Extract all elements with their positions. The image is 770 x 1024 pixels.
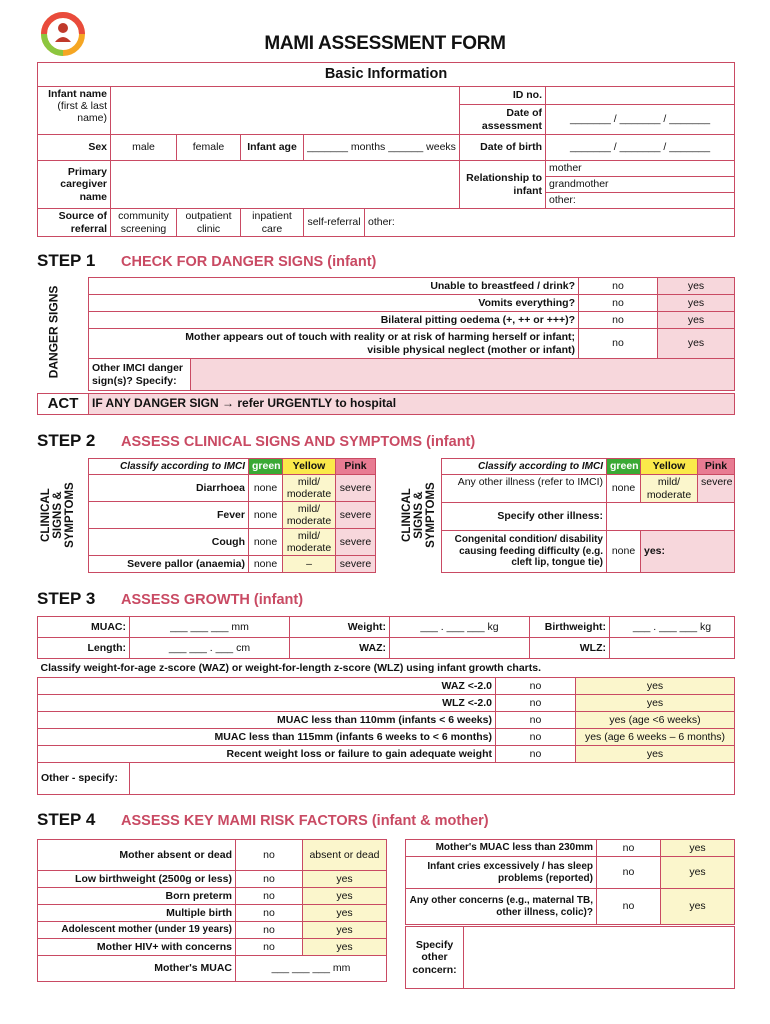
danger-yes[interactable]: yes (658, 278, 735, 295)
clinical-signs-side-label-left: CLINICAL SIGNS & SYMPTOMS (39, 482, 77, 548)
pink-header: Pink (698, 459, 735, 475)
risk-q: Multiple birth (38, 905, 236, 922)
birthweight-label: Birthweight: (530, 617, 610, 638)
risk-no[interactable]: no (236, 888, 303, 905)
risk-no[interactable]: no (236, 922, 303, 939)
risk-q: Mother HIV+ with concerns (38, 939, 236, 956)
growth-other-table (37, 762, 735, 795)
growth-no[interactable]: no (496, 746, 576, 763)
risk-q: Adolescent mother (under 19 years) (38, 922, 236, 939)
other-imci-field[interactable] (191, 359, 735, 391)
date-birth-field[interactable]: _______ / _______ / _______ (546, 135, 735, 161)
source-outpatient-option[interactable]: outpatient clinic (177, 209, 241, 237)
mothers-muac-field[interactable]: ___ ___ ___ mm (236, 956, 387, 982)
caregiver-field[interactable] (111, 161, 460, 209)
danger-yes[interactable]: yes (658, 312, 735, 329)
length-label: Length: (38, 638, 130, 659)
weight-field[interactable]: ___ . ___ ___ kg (390, 617, 530, 638)
source-inpatient-option[interactable]: inpatient care (241, 209, 304, 237)
act-table (37, 393, 735, 415)
danger-q: Vomits everything? (89, 295, 579, 312)
risk-yes[interactable]: yes (303, 905, 387, 922)
sign-yellow[interactable]: – (283, 556, 336, 573)
classify-imci-label: Classify according to IMCI (89, 459, 249, 475)
date-birth-label: Date of birth (460, 135, 546, 161)
clinical-signs-right-table (441, 458, 735, 573)
sign-pink[interactable]: severe (336, 475, 376, 502)
relationship-label: Relationship to infant (460, 161, 546, 209)
sign-pink[interactable]: severe (336, 556, 376, 573)
sign-pink[interactable]: severe (336, 502, 376, 529)
sign-green[interactable]: none (249, 529, 283, 556)
risk-factors-right-table (405, 839, 735, 925)
basic-info-heading: Basic Information (38, 63, 735, 87)
growth-yes[interactable]: yes (age <6 weeks) (576, 712, 735, 729)
sign-label: Fever (89, 502, 249, 529)
growth-q: MUAC less than 110mm (infants < 6 weeks) (38, 712, 496, 729)
yellow-header: Yellow (641, 459, 698, 475)
other-illness-label: Any other illness (refer to IMCI) (442, 475, 607, 503)
danger-q: Unable to breastfeed / drink? (89, 278, 579, 295)
source-other-option[interactable]: other: (365, 209, 735, 237)
wlz-field[interactable] (610, 638, 735, 659)
danger-signs-side-label: DANGER SIGNS (46, 285, 61, 379)
sex-female-option[interactable]: female (177, 135, 241, 161)
growth-q: WAZ <-2.0 (38, 678, 496, 695)
sex-male-option[interactable]: male (111, 135, 177, 161)
specify-other-illness-field[interactable] (607, 503, 735, 531)
growth-other-field[interactable] (130, 763, 735, 795)
infant-age-label: Infant age (241, 135, 304, 161)
growth-yes[interactable]: yes (576, 695, 735, 712)
specify-other-illness-label: Specify other illness: (442, 503, 607, 531)
sex-label: Sex (38, 135, 111, 161)
basic-info-table (37, 62, 735, 237)
danger-yes[interactable]: yes (658, 295, 735, 312)
step3-title: ASSESS GROWTH (infant) (121, 592, 304, 608)
clinical-signs-side-label-right: CLINICAL SIGNS & SYMPTOMS (400, 482, 438, 548)
risk-yes[interactable]: absent or dead (303, 840, 387, 871)
other-imci-label: Other IMCI danger sign(s)? Specify: (89, 359, 191, 391)
id-no-field[interactable] (546, 87, 735, 105)
risk-q: Low birthweight (2500g or less) (38, 871, 236, 888)
date-assessment-field[interactable]: _______ / _______ / _______ (546, 105, 735, 135)
green-header: green (607, 459, 641, 475)
step2-label: STEP 2 (37, 431, 96, 450)
risk-no[interactable]: no (597, 857, 661, 889)
sign-label: Diarrhoea (89, 475, 249, 502)
step1-title: CHECK FOR DANGER SIGNS (infant) (121, 254, 377, 270)
infant-age-field[interactable]: _______ months ______ weeks (304, 135, 460, 161)
date-assessment-label: Date of assessment (460, 105, 546, 135)
risk-q: Mother's MUAC less than 230mm (406, 840, 597, 857)
risk-q: Mother absent or dead (38, 840, 236, 871)
birthweight-field[interactable]: ___ . ___ ___ kg (610, 617, 735, 638)
danger-q: Bilateral pitting oedema (+, ++ or +++)? (89, 312, 579, 329)
risk-no[interactable]: no (597, 889, 661, 925)
danger-no[interactable]: no (579, 312, 658, 329)
clinical-signs-left-table (88, 458, 376, 573)
growth-other-label: Other - specify: (38, 763, 130, 795)
muac-label: MUAC: (38, 617, 130, 638)
risk-yes[interactable]: yes (661, 857, 735, 889)
growth-no[interactable]: no (496, 695, 576, 712)
muac-field[interactable]: ___ ___ ___ mm (130, 617, 290, 638)
danger-no[interactable]: no (579, 295, 658, 312)
classify-imci-label: Classify according to IMCI (442, 459, 607, 475)
danger-yes[interactable]: yes (658, 329, 735, 359)
specify-concern-label: Specify other concern: (406, 927, 464, 989)
risk-yes[interactable]: yes (303, 922, 387, 939)
growth-no[interactable]: no (496, 678, 576, 695)
mothers-muac-label: Mother's MUAC (38, 956, 236, 982)
risk-yes[interactable]: yes (303, 871, 387, 888)
infant-name-label: Infant name (48, 88, 107, 100)
classify-growth-text: Classify weight-for-age z-score (WAZ) or weight-for-length z-score (WLZ) using infant growth charts. (38, 659, 735, 678)
sign-yellow[interactable]: mild/ moderate (283, 529, 336, 556)
rel-mother-option[interactable]: mother (546, 161, 735, 177)
growth-yes[interactable]: yes (576, 746, 735, 763)
sign-green[interactable]: none (249, 475, 283, 502)
growth-q: MUAC less than 115mm (infants 6 weeks to < 6 months) (38, 729, 496, 746)
rel-grandmother-option[interactable]: grandmother (546, 177, 735, 193)
step4-label: STEP 4 (37, 810, 96, 829)
growth-yes[interactable]: yes (age 6 weeks – 6 months) (576, 729, 735, 746)
length-field[interactable]: ___ ___ . ___ cm (130, 638, 290, 659)
risk-no[interactable]: no (236, 939, 303, 956)
danger-no[interactable]: no (579, 329, 658, 359)
pink-header: Pink (336, 459, 376, 475)
growth-q: Recent weight loss or failure to gain adequate weight (38, 746, 496, 763)
risk-q: Infant cries excessively / has sleep problems (reported) (406, 857, 597, 889)
id-no-label: ID no. (460, 87, 546, 105)
growth-classify-table (37, 658, 735, 763)
risk-yes[interactable]: yes (303, 939, 387, 956)
growth-q: WLZ <-2.0 (38, 695, 496, 712)
step1-label: STEP 1 (37, 251, 96, 270)
risk-yes[interactable]: yes (661, 889, 735, 925)
sign-yellow[interactable]: mild/ moderate (283, 475, 336, 502)
waz-field[interactable] (390, 638, 530, 659)
congenital-yes[interactable]: yes: (641, 531, 735, 573)
other-illness-green[interactable]: none (607, 475, 641, 503)
growth-no[interactable]: no (496, 712, 576, 729)
danger-signs-table (88, 277, 735, 391)
step3-label: STEP 3 (37, 589, 96, 608)
sign-yellow[interactable]: mild/ moderate (283, 502, 336, 529)
step2-title: ASSESS CLINICAL SIGNS AND SYMPTOMS (infant) (121, 434, 476, 450)
infant-name-field[interactable] (111, 87, 460, 135)
danger-q: Mother appears out of touch with reality or at risk of harming herself or infant; visible physical neglect (mother or infant) (89, 329, 579, 359)
sign-green[interactable]: none (249, 556, 283, 573)
congenital-label: Congenital condition/ disability causing feeding difficulty (e.g. cleft lip, tongue tie) (442, 531, 607, 573)
source-self-option[interactable]: self-referral (304, 209, 365, 237)
step4-title: ASSESS KEY MAMI RISK FACTORS (infant & mother) (121, 813, 489, 829)
green-header: green (249, 459, 283, 475)
congenital-none[interactable]: none (607, 531, 641, 573)
specify-concern-field[interactable] (464, 927, 735, 989)
act-label: ACT (38, 394, 89, 415)
act-text: IF ANY DANGER SIGN → refer URGENTLY to hospital (89, 394, 735, 415)
growth-yes[interactable]: yes (576, 678, 735, 695)
form-title: MAMI ASSESSMENT FORM (264, 33, 506, 54)
risk-no[interactable]: no (597, 840, 661, 857)
sign-label: Severe pallor (anaemia) (89, 556, 249, 573)
growth-no[interactable]: no (496, 729, 576, 746)
specify-concern-table (405, 926, 735, 989)
weight-label: Weight: (290, 617, 390, 638)
sign-pink[interactable]: severe (336, 529, 376, 556)
risk-no[interactable]: no (236, 840, 303, 871)
sign-green[interactable]: none (249, 502, 283, 529)
risk-yes[interactable]: yes (661, 840, 735, 857)
danger-no[interactable]: no (579, 278, 658, 295)
risk-q: Born preterm (38, 888, 236, 905)
growth-measures-table (37, 616, 735, 659)
sign-label: Cough (89, 529, 249, 556)
risk-no[interactable]: no (236, 871, 303, 888)
risk-q: Any other concerns (e.g., maternal TB, other illness, colic)? (406, 889, 597, 925)
risk-no[interactable]: no (236, 905, 303, 922)
source-community-option[interactable]: community screening (111, 209, 177, 237)
rel-other-option[interactable]: other: (546, 193, 735, 209)
other-illness-pink[interactable]: severe (698, 475, 735, 503)
other-illness-yellow[interactable]: mild/ moderate (641, 475, 698, 503)
waz-label: WAZ: (290, 638, 390, 659)
wlz-label: WLZ: (530, 638, 610, 659)
infant-name-sub: (first & last name) (57, 100, 107, 125)
caregiver-label: Primary caregiver name (38, 161, 111, 209)
yellow-header: Yellow (283, 459, 336, 475)
source-referral-label: Source of referral (38, 209, 111, 237)
risk-factors-left-table (37, 839, 387, 982)
risk-yes[interactable]: yes (303, 888, 387, 905)
